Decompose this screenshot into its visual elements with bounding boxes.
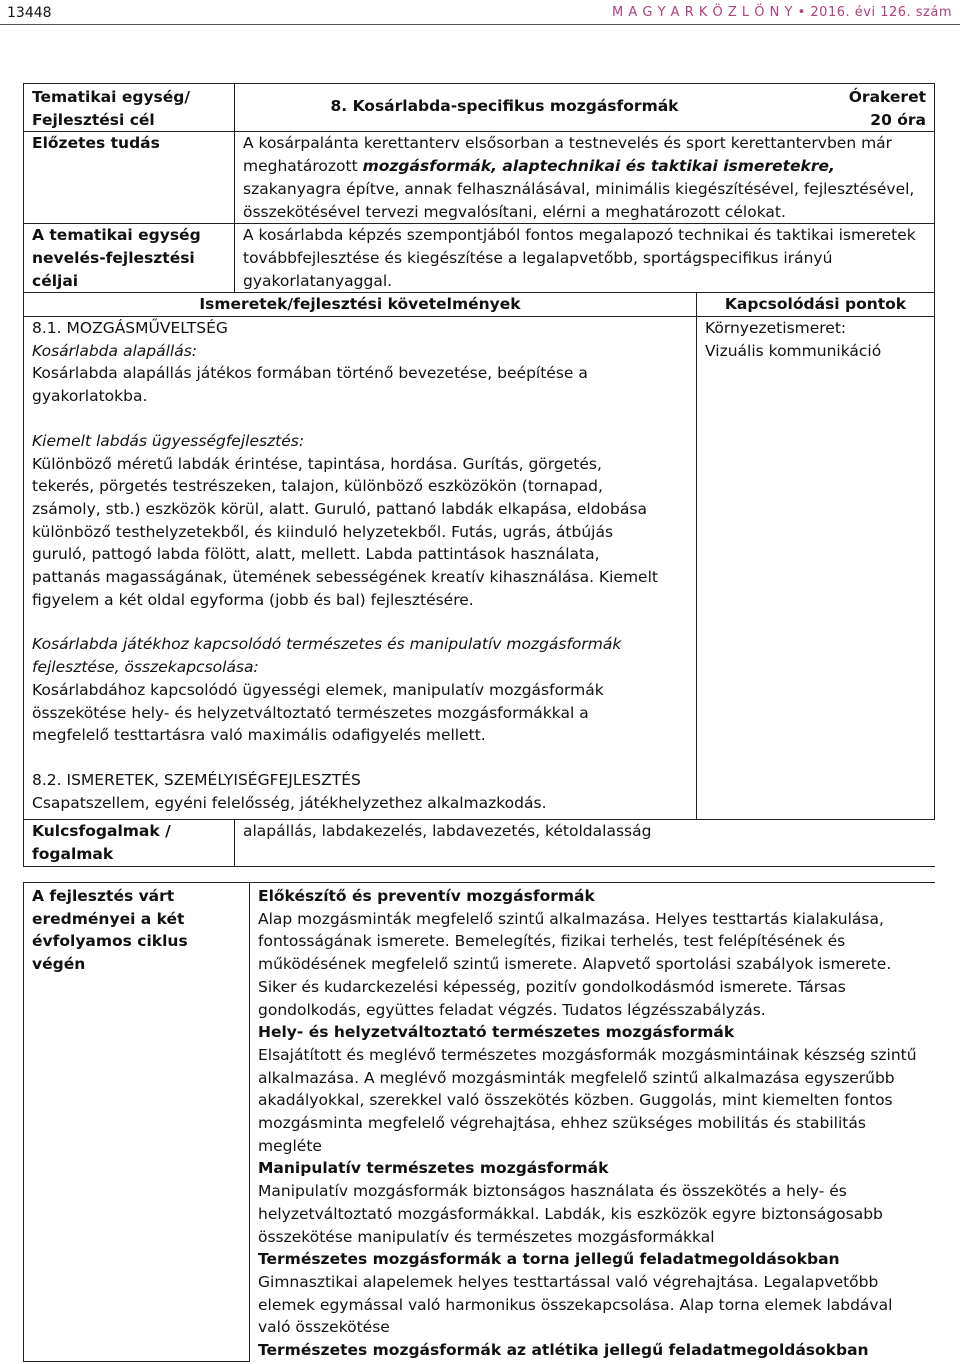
results-h1: Előkészítő és preventív mozgásformák [258, 887, 595, 905]
unit-title: 8. Kosárlabda-specifikus mozgásformák [330, 97, 679, 115]
results-h4: Természetes mozgásformák a torna jellegű feladatmegoldásokban [258, 1250, 840, 1269]
s81-text1: Kosárlabda alapállás játékos formában történő bevezetése, beépítése a gyakorlatokba. [32, 364, 588, 406]
kulcs-text-cell [235, 820, 935, 866]
s81-title: 8.1. MOZGÁSMŰVELTSÉG [32, 319, 228, 338]
results-label-cell [24, 883, 250, 1362]
elozetes-label: Előzetes tudás [32, 134, 160, 153]
results-text-cell [250, 883, 935, 1362]
row-results [24, 883, 935, 1362]
row-tematikai [24, 84, 935, 132]
results-h2: Hely- és helyzetváltoztató természetes mozgásformák [258, 1023, 735, 1042]
ismeretek-header: Ismeretek/fejlesztési követelmények [199, 295, 521, 314]
kapcs-2: Vizuális kommunikáció [705, 341, 882, 360]
elozetes-label-cell [24, 132, 235, 224]
curriculum-table [23, 83, 935, 867]
results-t3: Manipulatív mozgásformák biztonságos használata és összekötés a hely- és helyzetváltoztató mozgásformákkal. Labdák, kis eszközök egyre biztonságosabb összekötése manipulatív és természetes mozgásformákkal [258, 1182, 883, 1246]
results-t2: Elsajátított és meglévő természetes mozgásformák mozgásmintáinak készség szintű alkalmazása. A meglévő mozgásminták megfelelő szintű alkalmazása egyszerűbb akadályokkal, szerekkel való összekötés közben. Guggolás, mint kiemelten fontos mozgásminta megfelelő végrehajtása, ehhez szükséges mobilitás és stabilitás megléte [258, 1045, 917, 1155]
s81-sub3: Kosárlabda játékhoz kapcsolódó természetes és manipulatív mozgásformák fejlesztése, összekapcsolása: [32, 635, 622, 677]
results-h3: Manipulatív természetes mozgásformák [258, 1159, 609, 1178]
row-headers [24, 293, 935, 317]
ismeretek-header-cell [24, 293, 697, 317]
elozetes-text-1: A kosárpalánta kerettanterv elsősorban a testnevelés és sport kerettantervben már meghatározott [243, 134, 893, 176]
row-elozetes [24, 132, 935, 224]
results-table [23, 882, 935, 1362]
orakeret-value: 20 óra [870, 110, 927, 129]
kulcs-label-cell [24, 820, 235, 866]
s81-text3: Kosárlabdához kapcsolódó ügyességi elemek, manipulatív mozgásformák összekötése hely- és helyzetváltoztató természetes mozgásformákkal a megfelelő testtartásra való maximális odafigyelés mellett. [32, 680, 604, 745]
s81-sub2: Kiemelt labdás ügyességfejlesztés: [32, 431, 305, 450]
celjai-text-cell [235, 224, 935, 293]
celjai-label: A tematikai egység nevelés-fejlesztési céljai [32, 226, 201, 290]
header-rule [0, 24, 960, 25]
row-kulcs [24, 820, 935, 866]
kapcsolodasi-header-cell [697, 293, 935, 317]
unit-title-cell [235, 84, 935, 132]
row-celjai [24, 224, 935, 293]
kulcs-text: alapállás, labdakezelés, labdavezetés, kétoldalasság [243, 822, 652, 841]
content-cell [24, 317, 697, 820]
results-h5: Természetes mozgásformák az atlétika jellegű feladatmegoldásokban [258, 1341, 869, 1360]
kulcs-label: Kulcsfogalmak / fogalmak [32, 822, 171, 864]
kapcsolodasi-header: Kapcsolódási pontok [724, 295, 907, 314]
results-t4: Gimnasztikai alapelemek helyes testtartással való végrehajtása. Legalapvetőbb elemek egymással való harmonikus összekapcsolása. Alap torna elemek labdával való összekötése [258, 1272, 893, 1337]
row-content [24, 317, 935, 820]
journal-header: M A G Y A R K Ö Z L Ö N Y • 2016. évi 126. szám [612, 5, 952, 20]
tematikai-label-cell [24, 84, 235, 132]
s81-text2: Különböző méretű labdák érintése, tapintása, hordása. Gurítás, görgetés, tekerés, pörgetés testrészeken, talajon, különböző eszközökön (tornapad, zsámoly, stb.) eszközök körül, alatt. Guruló, pattanó labdák elkapása, eldobása különböző testhelyzetekből, és kiinduló helyzetekből. Futás, ugrás, átbújás guruló, pattogó labda fölött, alatt, mellett. Labda pattintások használata, pattanás magasságának, ütemének sebességének kreatív kihasználása. Kiemelt figyelem a két oldal egyforma (jobb és bal) fejlesztésére. [32, 454, 658, 609]
kapcs-1: Környezetismeret: [705, 319, 847, 338]
tematikai-label-2: Fejlesztési cél [32, 110, 155, 129]
tematikai-label-1: Tematikai egység/ [32, 88, 191, 106]
results-label: A fejlesztés várt eredményei a két évfolyamos ciklus végén [32, 887, 188, 974]
kapcsolodasi-cell [697, 317, 935, 820]
celjai-text: A kosárlabda képzés szempontjából fontos megalapozó technikai és taktikai ismeretek továbbfejlesztése és kiegészítése a legalapvetőbb, sportágspecifikus irányú gyakorlatanyaggal. [243, 226, 916, 290]
celjai-label-cell [24, 224, 235, 293]
s81-sub1: Kosárlabda alapállás: [32, 341, 197, 360]
s82-text: Csapatszellem, egyéni felelősség, játékhelyzethez alkalmazkodás. [32, 793, 547, 812]
elozetes-text-bold: mozgásformák, alaptechnikai és taktikai ismeretekre, [362, 157, 835, 176]
s82-title: 8.2. ISMERETEK, SZEMÉLYISÉGFEJLESZTÉS [32, 770, 361, 789]
elozetes-text-2: szakanyagra építve, annak felhasználásával, minimális kiegészítésével, fejlesztésével, összekötésével tervezi megvalósítani, elérni a meghatározott célokat. [243, 179, 915, 221]
page-number: 13448 [7, 5, 52, 21]
results-t1: Alap mozgásminták megfelelő szintű alkalmazása. Helyes testtartás kialakulása, fontosságának ismerete. Bemelegítés, fizikai terhelés, test felépítésének és működésének megfelelő szintű ismerete. Alapvető sportolási szabályok ismerete. Siker és kudarckezelési képesség, pozitív gondolkodásmód ismerete. Társas gondolkodás, együttes feladat végzés. Tudatos légzésszabályzás. [258, 909, 892, 1019]
orakeret-label: Órakeret [848, 88, 927, 106]
elozetes-text-cell [235, 132, 935, 224]
